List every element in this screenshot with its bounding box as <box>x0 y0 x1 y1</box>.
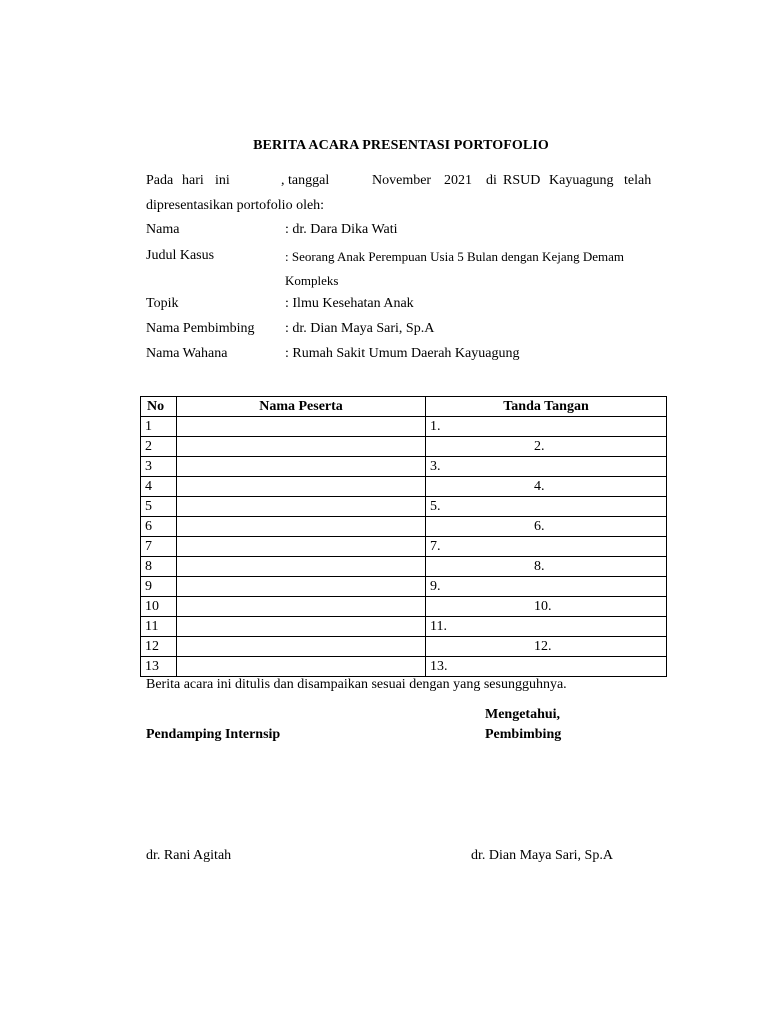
signature-cell[interactable]: 10. <box>426 597 667 617</box>
participant-name-cell[interactable] <box>177 557 426 577</box>
intro-word: ini <box>215 173 230 188</box>
field-value-nama: : dr. Dara Dika Wati <box>285 222 398 237</box>
row-number: 8 <box>141 557 177 577</box>
signature-cell[interactable]: 11. <box>426 617 667 637</box>
signature-cell[interactable]: 2. <box>426 437 667 457</box>
field-value-judul: : Seorang Anak Perempuan Usia 5 Bulan dengan Kejang Demam <box>285 249 624 264</box>
signature-cell[interactable]: 3. <box>426 457 667 477</box>
left-signer-name: dr. Rani Agitah <box>146 848 232 863</box>
closing-statement: Berita acara ini ditulis dan disampaikan sesuai dengan yang sesungguhnya. <box>146 677 567 692</box>
participant-name-cell[interactable] <box>177 657 426 677</box>
row-number: 1 <box>141 417 177 437</box>
intro-word: RSUD <box>503 173 541 188</box>
participant-name-cell[interactable] <box>177 577 426 597</box>
attendance-table <box>140 396 667 677</box>
table-row <box>141 457 667 477</box>
signature-cell[interactable]: 12. <box>426 637 667 657</box>
signature-cell[interactable]: 5. <box>426 497 667 517</box>
table-row <box>141 437 667 457</box>
participant-name-cell[interactable] <box>177 537 426 557</box>
table-row <box>141 597 667 617</box>
intro-word: 2021 <box>444 173 472 188</box>
participant-name-cell[interactable] <box>177 477 426 497</box>
table-row <box>141 417 667 437</box>
intro-word: , tanggal <box>281 173 330 188</box>
row-number: 12 <box>141 637 177 657</box>
row-number: 13 <box>141 657 177 677</box>
signature-cell[interactable]: 9. <box>426 577 667 597</box>
document-title: BERITA ACARA PRESENTASI PORTOFOLIO <box>253 138 549 153</box>
row-number: 11 <box>141 617 177 637</box>
participant-name-cell[interactable] <box>177 637 426 657</box>
field-label-pembimbing: Nama Pembimbing <box>146 321 255 336</box>
participant-name-cell[interactable] <box>177 457 426 477</box>
table-row <box>141 477 667 497</box>
signature-cell[interactable]: 8. <box>426 557 667 577</box>
left-signer-role: Pendamping Internsip <box>146 727 281 742</box>
table-row <box>141 637 667 657</box>
table-header-row <box>141 397 667 417</box>
table-row <box>141 517 667 537</box>
table-row <box>141 657 667 677</box>
participant-name-cell[interactable] <box>177 437 426 457</box>
column-header-no: No <box>141 397 177 417</box>
field-value-topik: : Ilmu Kesehatan Anak <box>285 296 414 311</box>
participant-name-cell[interactable] <box>177 597 426 617</box>
intro-line-2: dipresentasikan portofolio oleh: <box>146 198 325 213</box>
acknowledged-label: Mengetahui, <box>485 707 561 722</box>
field-value-judul-cont: Kompleks <box>285 273 339 288</box>
intro-word: di <box>486 173 497 188</box>
intro-word: hari <box>182 173 204 188</box>
row-number: 4 <box>141 477 177 497</box>
field-label-wahana: Nama Wahana <box>146 346 228 361</box>
participant-name-cell[interactable] <box>177 517 426 537</box>
row-number: 6 <box>141 517 177 537</box>
row-number: 5 <box>141 497 177 517</box>
intro-word: Kayuagung <box>549 173 614 188</box>
table-row <box>141 537 667 557</box>
right-signer-role: Pembimbing <box>485 727 562 742</box>
signature-cell[interactable]: 4. <box>426 477 667 497</box>
participant-name-cell[interactable] <box>177 497 426 517</box>
table-row <box>141 497 667 517</box>
field-value-pembimbing: : dr. Dian Maya Sari, Sp.A <box>285 321 435 336</box>
row-number: 2 <box>141 437 177 457</box>
row-number: 3 <box>141 457 177 477</box>
signature-cell[interactable]: 13. <box>426 657 667 677</box>
right-signer-name: dr. Dian Maya Sari, Sp.A <box>471 848 613 863</box>
field-label-judul: Judul Kasus <box>146 248 215 263</box>
field-label-topik: Topik <box>146 296 179 311</box>
signature-cell[interactable]: 6. <box>426 517 667 537</box>
signature-cell[interactable]: 1. <box>426 417 667 437</box>
table-row <box>141 617 667 637</box>
row-number: 10 <box>141 597 177 617</box>
intro-word: telah <box>624 173 652 188</box>
participant-name-cell[interactable] <box>177 417 426 437</box>
intro-word: November <box>372 173 432 188</box>
table-row <box>141 557 667 577</box>
row-number: 9 <box>141 577 177 597</box>
participant-name-cell[interactable] <box>177 617 426 637</box>
table-row <box>141 577 667 597</box>
field-value-wahana: : Rumah Sakit Umum Daerah Kayuagung <box>285 346 520 361</box>
row-number: 7 <box>141 537 177 557</box>
signature-cell[interactable]: 7. <box>426 537 667 557</box>
intro-word: Pada <box>146 173 174 188</box>
column-header-tanda-tangan: Tanda Tangan <box>426 397 667 417</box>
field-label-nama: Nama <box>146 222 180 237</box>
column-header-nama-peserta: Nama Peserta <box>177 397 426 417</box>
